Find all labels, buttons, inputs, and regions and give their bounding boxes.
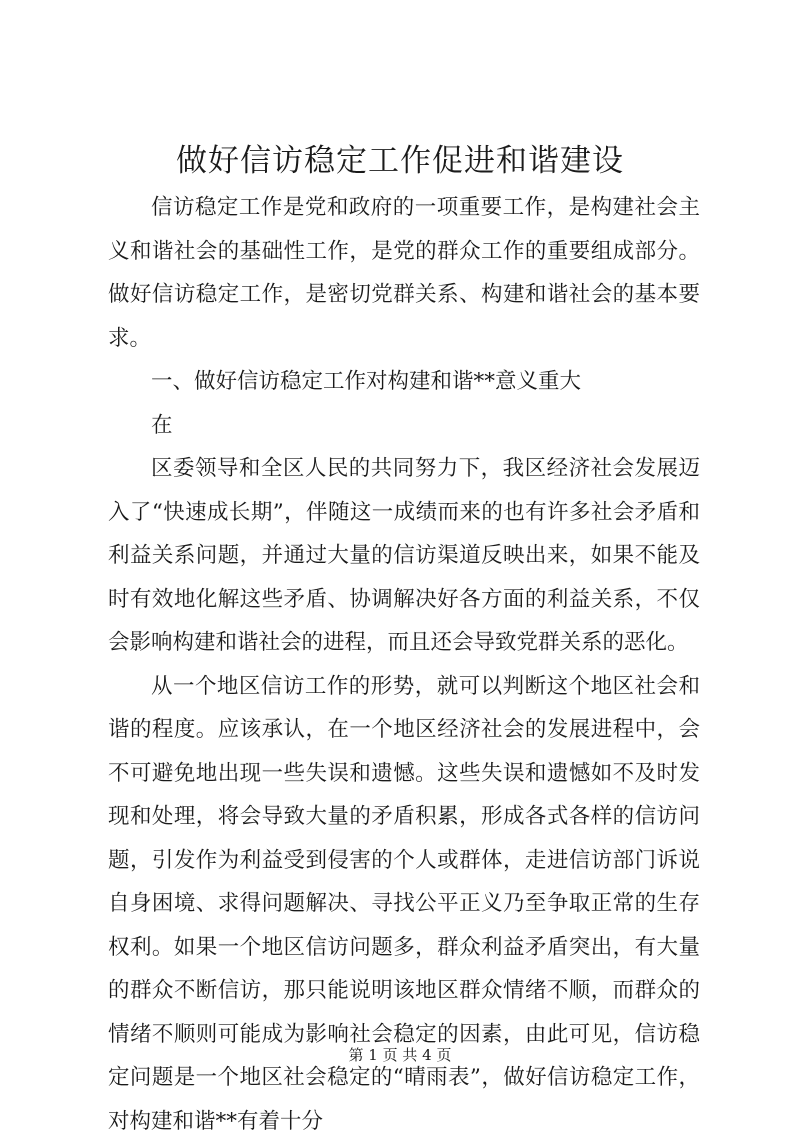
page-number-footer: 第 1 页 共 4 页	[0, 1045, 800, 1065]
document-body	[108, 186, 700, 1143]
page-title: 做好信访稳定工作促进和谐建设	[0, 140, 800, 182]
paragraph-fragment: 在	[108, 404, 700, 448]
paragraph-development: 区委领导和全区人民的共同努力下，我区经济社会发展迈入了“快速成长期”，伴随这一成绩而来的也有许多社会矛盾和利益关系问题，并通过大量的信访渠道反映出来，如果不能及时有效地化解这些矛盾、协调解决好各方面的利益关系，不仅会影响构建和谐社会的进程，而且还会导致党群关系的恶化。	[108, 447, 700, 665]
paragraph-intro: 信访稳定工作是党和政府的一项重要工作，是构建社会主义和谐社会的基础性工作，是党的群众工作的重要组成部分。做好信访稳定工作，是密切党群关系、构建和谐社会的基本要求。	[108, 186, 700, 360]
section-heading: 一、做好信访稳定工作对构建和谐**意义重大	[108, 360, 700, 404]
paragraph-assessment: 从一个地区信访工作的形势，就可以判断这个地区社会和谐的程度。应该承认，在一个地区经济社会的发展进程中，会不可避免地出现一些失误和遗憾。这些失误和遗憾如不及时发现和处理，将会导致大量的矛盾积累，形成各式各样的信访问题，引发作为利益受到侵害的个人或群体，走进信访部门诉说自身困境、求得问题解决、寻找公平正义乃至争取正常的生存权利。如果一个地区信访问题多，群众利益矛盾突出，有大量的群众不断信访，那只能说明该地区群众情绪不顺，而群众的情绪不顺则可能成为影响社会稳定的因素，由此可见，信访稳定问题是一个地区社会稳定的“晴雨表”，做好信访稳定工作，对构建和谐**有着十分	[108, 665, 700, 1143]
